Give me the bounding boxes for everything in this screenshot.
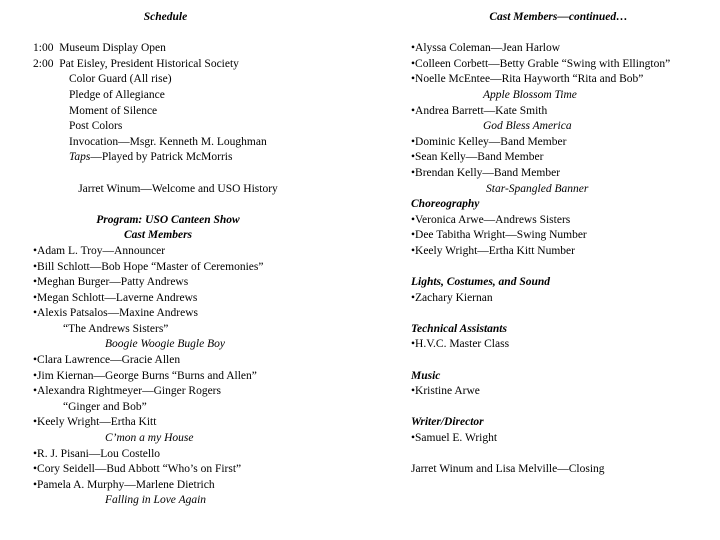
schedule-time: 2:00: [33, 57, 54, 70]
ceremony-item: Pledge of Allegiance: [69, 88, 165, 101]
taps-rest: —Played by Patrick McMorris: [90, 151, 233, 164]
cast-member: •Andrea Barrett—Kate Smith: [411, 104, 548, 117]
cast-member: •Alexandra Rightmeyer—Ginger Rogers: [33, 385, 221, 398]
taps-title: Taps: [69, 151, 91, 164]
cast-member: •Clara Lawrence—Gracie Allen: [33, 354, 181, 367]
cast-member: •Meghan Burger—Patty Andrews: [33, 276, 189, 289]
closing-line: Jarret Winum and Lisa Melville—Closing: [411, 463, 605, 476]
cast-member: •Bill Schlott—Bob Hope “Master of Ceremonies”: [33, 260, 264, 273]
cast-member: •Keely Wright—Ertha Kitt: [33, 416, 157, 429]
song-title: God Bless America: [483, 120, 572, 133]
continued-heading: Cast Members—continued…: [489, 11, 628, 23]
cast-member: •Alyssa Coleman—Jean Harlow: [411, 42, 561, 55]
song-title: C’mon a my House: [105, 432, 194, 445]
music-heading: Music: [411, 369, 441, 382]
cast-member: •Adam L. Troy—Announcer: [33, 244, 166, 257]
choreography-heading: Choreography: [411, 198, 480, 211]
crew-member: •Dee Tabitha Wright—Swing Number: [411, 229, 587, 242]
welcome-line: Jarret Winum—Welcome and USO History: [78, 182, 278, 195]
crew-member: •Samuel E. Wright: [411, 432, 498, 445]
program-heading: Program: USO Canteen Show: [96, 213, 240, 226]
schedule-time: 1:00: [33, 42, 54, 55]
cast-member: •Colleen Corbett—Betty Grable “Swing with Ellington”: [411, 57, 671, 70]
ceremony-item: Post Colors: [69, 120, 123, 133]
song-title: Falling in Love Again: [105, 494, 207, 507]
cast-heading: Cast Members: [123, 229, 193, 242]
cast-member: •Jim Kiernan—George Burns “Burns and Allen”: [33, 369, 257, 382]
cast-member: •Brendan Kelly—Band Member: [411, 166, 561, 179]
schedule-text: Museum Display Open: [59, 42, 166, 55]
ceremony-item: Invocation—Msgr. Kenneth M. Loughman: [69, 135, 267, 148]
crew-member: •Kristine Arwe: [411, 385, 480, 398]
song-title: Apple Blossom Time: [483, 88, 577, 101]
crew-member: •H.V.C. Master Class: [411, 338, 510, 351]
cast-member: •Cory Seidell—Bud Abbott “Who’s on First”: [33, 463, 242, 476]
schedule-item: [33, 41, 363, 57]
group-name: “Ginger and Bob”: [63, 400, 147, 413]
left-column: [33, 10, 363, 509]
ceremony-item: Moment of Silence: [69, 104, 158, 117]
lights-heading: Lights, Costumes, and Sound: [411, 276, 551, 289]
schedule-heading: Schedule: [143, 11, 188, 23]
group-name: “The Andrews Sisters”: [63, 322, 169, 335]
right-column: [411, 10, 716, 478]
cast-member: •Pamela A. Murphy—Marlene Dietrich: [33, 478, 215, 491]
tech-heading: Technical Assistants: [411, 322, 507, 335]
cast-member: •Alexis Patsalos—Maxine Andrews: [33, 307, 199, 320]
crew-member: •Veronica Arwe—Andrews Sisters: [411, 213, 571, 226]
crew-member: •Zachary Kiernan: [411, 291, 493, 304]
ceremony-item: Color Guard (All rise): [69, 73, 172, 86]
cast-member: •Megan Schlott—Laverne Andrews: [33, 291, 198, 304]
song-title: Boogie Woogie Bugle Boy: [105, 338, 225, 351]
schedule-text: Pat Eisley, President Historical Society: [59, 57, 239, 70]
cast-member: •R. J. Pisani—Lou Costello: [33, 447, 161, 460]
taps-line: [33, 150, 363, 166]
crew-member: •Keely Wright—Ertha Kitt Number: [411, 244, 575, 257]
cast-member: •Sean Kelly—Band Member: [411, 151, 544, 164]
song-title: Star-Spangled Banner: [486, 182, 589, 195]
cast-member: •Noelle McEntee—Rita Hayworth “Rita and Bob”: [411, 73, 644, 86]
cast-member: •Dominic Kelley—Band Member: [411, 135, 567, 148]
writer-heading: Writer/Director: [411, 416, 484, 429]
schedule-item: [33, 57, 363, 73]
